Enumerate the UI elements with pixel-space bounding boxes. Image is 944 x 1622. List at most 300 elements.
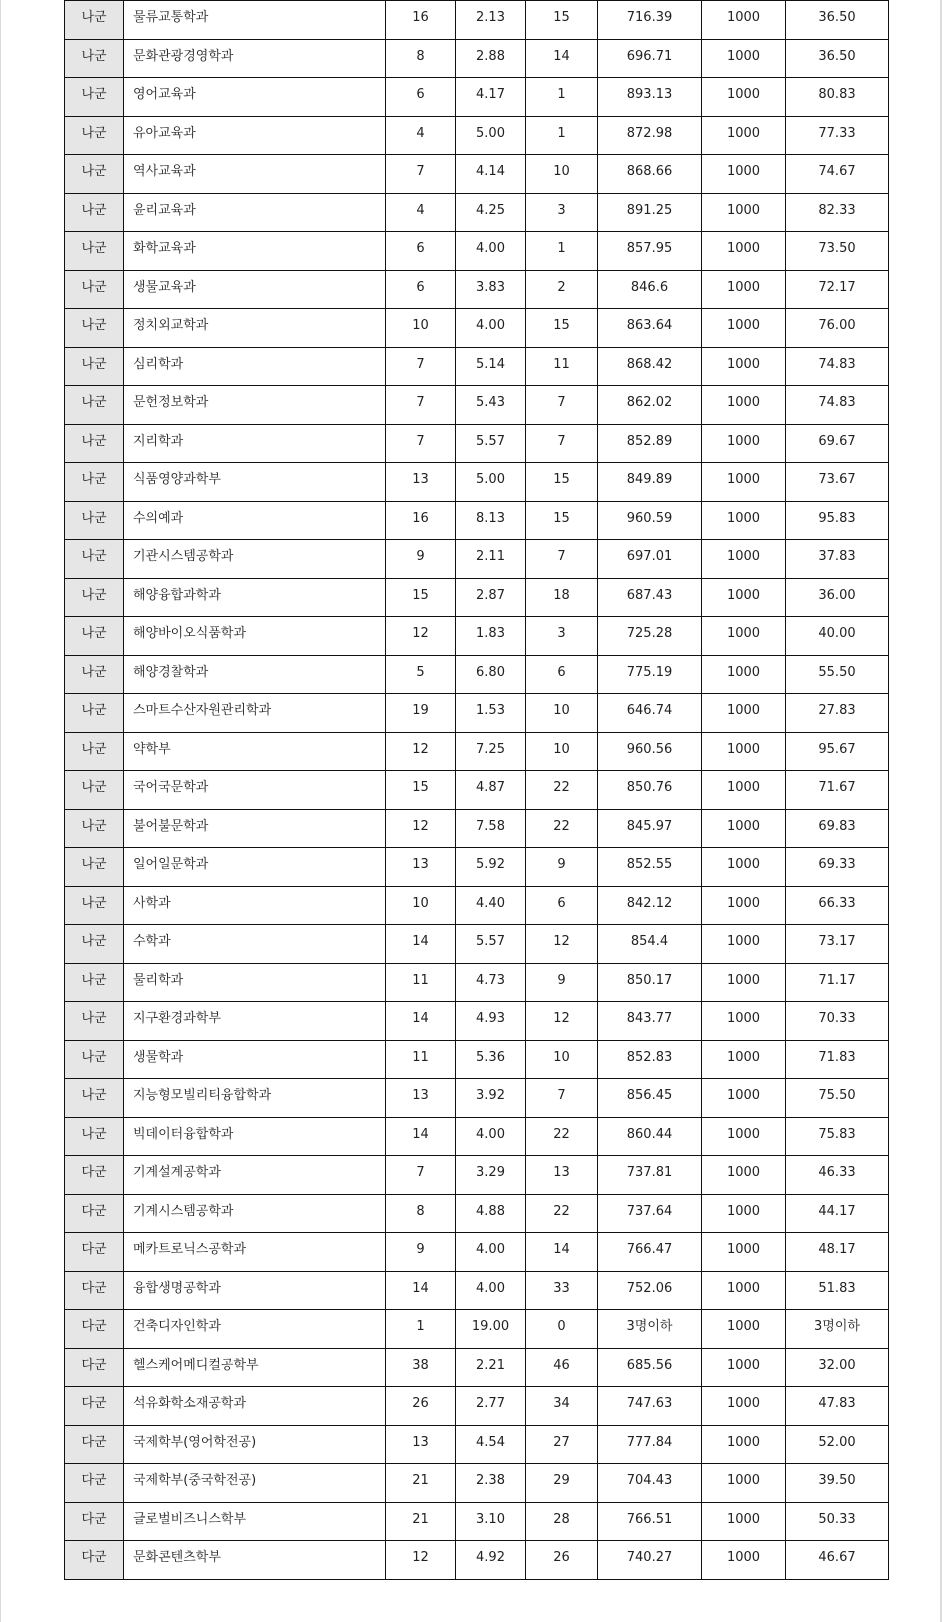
admission-group-cell: 나군: [65, 617, 124, 656]
quota-cell: 8: [386, 39, 456, 78]
department-cell: 해양바이오식품학과: [124, 617, 386, 656]
average-score-cell: 863.64: [598, 309, 702, 348]
percentile-cell: 3명이하: [786, 1310, 889, 1349]
waitlist-rank-cell: 9: [526, 963, 598, 1002]
waitlist-rank-cell: 14: [526, 1233, 598, 1272]
department-cell: 기계시스템공학과: [124, 1194, 386, 1233]
department-cell: 지구환경과학부: [124, 1002, 386, 1041]
waitlist-rank-cell: 10: [526, 155, 598, 194]
admission-group-cell: 다군: [65, 1541, 124, 1580]
department-cell: 물류교통학과: [124, 1, 386, 40]
table-row: [65, 1425, 889, 1464]
average-score-cell: 845.97: [598, 809, 702, 848]
admission-group-cell: 나군: [65, 886, 124, 925]
competition-rate-cell: 19.00: [456, 1310, 526, 1349]
total-score-cell: 1000: [702, 540, 786, 579]
total-score-cell: 1000: [702, 78, 786, 117]
total-score-cell: 1000: [702, 1117, 786, 1156]
department-cell: 생물교육과: [124, 270, 386, 309]
waitlist-rank-cell: 46: [526, 1348, 598, 1387]
table-body: [65, 1, 889, 1580]
percentile-cell: 36.50: [786, 1, 889, 40]
department-cell: 기관시스템공학과: [124, 540, 386, 579]
quota-cell: 6: [386, 232, 456, 271]
total-score-cell: 1000: [702, 694, 786, 733]
department-cell: 수의예과: [124, 501, 386, 540]
admission-group-cell: 나군: [65, 1, 124, 40]
competition-rate-cell: 6.80: [456, 655, 526, 694]
average-score-cell: 775.19: [598, 655, 702, 694]
total-score-cell: 1000: [702, 1194, 786, 1233]
total-score-cell: 1000: [702, 1002, 786, 1041]
waitlist-rank-cell: 27: [526, 1425, 598, 1464]
table-row: [65, 1040, 889, 1079]
total-score-cell: 1000: [702, 386, 786, 425]
waitlist-rank-cell: 1: [526, 116, 598, 155]
quota-cell: 6: [386, 78, 456, 117]
average-score-cell: 766.51: [598, 1502, 702, 1541]
admission-group-cell: 나군: [65, 193, 124, 232]
average-score-cell: 862.02: [598, 386, 702, 425]
waitlist-rank-cell: 15: [526, 1, 598, 40]
department-cell: 빅데이터융합학과: [124, 1117, 386, 1156]
waitlist-rank-cell: 22: [526, 1194, 598, 1233]
competition-rate-cell: 5.43: [456, 386, 526, 425]
average-score-cell: 752.06: [598, 1271, 702, 1310]
waitlist-rank-cell: 22: [526, 809, 598, 848]
average-score-cell: 740.27: [598, 1541, 702, 1580]
average-score-cell: 852.55: [598, 848, 702, 887]
competition-rate-cell: 4.00: [456, 1117, 526, 1156]
waitlist-rank-cell: 3: [526, 193, 598, 232]
department-cell: 해양융합과학과: [124, 578, 386, 617]
department-cell: 문화콘텐츠학부: [124, 1541, 386, 1580]
table-row: [65, 1156, 889, 1195]
department-cell: 정치외교학과: [124, 309, 386, 348]
admission-group-cell: 나군: [65, 694, 124, 733]
table-row: [65, 1310, 889, 1349]
table-row: [65, 1079, 889, 1118]
quota-cell: 9: [386, 540, 456, 579]
admission-group-cell: 나군: [65, 963, 124, 1002]
quota-cell: 12: [386, 1541, 456, 1580]
total-score-cell: 1000: [702, 963, 786, 1002]
admission-group-cell: 나군: [65, 1117, 124, 1156]
average-score-cell: 860.44: [598, 1117, 702, 1156]
table-row: [65, 1194, 889, 1233]
admission-group-cell: 나군: [65, 771, 124, 810]
department-cell: 식품영양과학부: [124, 463, 386, 502]
percentile-cell: 55.50: [786, 655, 889, 694]
table-row: [65, 694, 889, 733]
total-score-cell: 1000: [702, 309, 786, 348]
waitlist-rank-cell: 33: [526, 1271, 598, 1310]
quota-cell: 13: [386, 1079, 456, 1118]
average-score-cell: 872.98: [598, 116, 702, 155]
waitlist-rank-cell: 1: [526, 232, 598, 271]
waitlist-rank-cell: 7: [526, 540, 598, 579]
percentile-cell: 80.83: [786, 78, 889, 117]
table-row: [65, 617, 889, 656]
table-row: [65, 78, 889, 117]
percentile-cell: 75.83: [786, 1117, 889, 1156]
table-row: [65, 655, 889, 694]
percentile-cell: 36.00: [786, 578, 889, 617]
quota-cell: 7: [386, 347, 456, 386]
percentile-cell: 95.83: [786, 501, 889, 540]
admission-group-cell: 다군: [65, 1502, 124, 1541]
percentile-cell: 73.17: [786, 925, 889, 964]
department-cell: 불어불문학과: [124, 809, 386, 848]
competition-rate-cell: 3.29: [456, 1156, 526, 1195]
table-row: [65, 501, 889, 540]
total-score-cell: 1000: [702, 848, 786, 887]
quota-cell: 14: [386, 1271, 456, 1310]
department-cell: 국어국문학과: [124, 771, 386, 810]
average-score-cell: 687.43: [598, 578, 702, 617]
total-score-cell: 1000: [702, 886, 786, 925]
admission-group-cell: 나군: [65, 78, 124, 117]
admission-group-cell: 나군: [65, 309, 124, 348]
average-score-cell: 893.13: [598, 78, 702, 117]
admission-group-cell: 나군: [65, 386, 124, 425]
admission-group-cell: 다군: [65, 1271, 124, 1310]
total-score-cell: 1000: [702, 1464, 786, 1503]
table-row: [65, 771, 889, 810]
admission-group-cell: 나군: [65, 155, 124, 194]
department-cell: 국제학부(중국학전공): [124, 1464, 386, 1503]
average-score-cell: 868.66: [598, 155, 702, 194]
table-row: [65, 270, 889, 309]
average-score-cell: 857.95: [598, 232, 702, 271]
waitlist-rank-cell: 22: [526, 1117, 598, 1156]
quota-cell: 1: [386, 1310, 456, 1349]
quota-cell: 7: [386, 424, 456, 463]
table-row: [65, 309, 889, 348]
table-row: [65, 232, 889, 271]
quota-cell: 8: [386, 1194, 456, 1233]
average-score-cell: 704.43: [598, 1464, 702, 1503]
quota-cell: 16: [386, 1, 456, 40]
percentile-cell: 37.83: [786, 540, 889, 579]
total-score-cell: 1000: [702, 463, 786, 502]
department-cell: 사학과: [124, 886, 386, 925]
average-score-cell: 696.71: [598, 39, 702, 78]
quota-cell: 7: [386, 1156, 456, 1195]
waitlist-rank-cell: 6: [526, 886, 598, 925]
competition-rate-cell: 4.88: [456, 1194, 526, 1233]
percentile-cell: 47.83: [786, 1387, 889, 1426]
department-cell: 문화관광경영학과: [124, 39, 386, 78]
average-score-cell: 842.12: [598, 886, 702, 925]
admission-group-cell: 나군: [65, 925, 124, 964]
average-score-cell: 3명이하: [598, 1310, 702, 1349]
table-row: [65, 193, 889, 232]
department-cell: 화학교육과: [124, 232, 386, 271]
admission-group-cell: 나군: [65, 463, 124, 502]
competition-rate-cell: 4.00: [456, 1233, 526, 1272]
table-row: [65, 347, 889, 386]
admission-group-cell: 나군: [65, 232, 124, 271]
percentile-cell: 50.33: [786, 1502, 889, 1541]
waitlist-rank-cell: 0: [526, 1310, 598, 1349]
average-score-cell: 737.81: [598, 1156, 702, 1195]
average-score-cell: 850.76: [598, 771, 702, 810]
percentile-cell: 73.67: [786, 463, 889, 502]
total-score-cell: 1000: [702, 1425, 786, 1464]
percentile-cell: 48.17: [786, 1233, 889, 1272]
competition-rate-cell: 2.21: [456, 1348, 526, 1387]
competition-rate-cell: 5.00: [456, 116, 526, 155]
admission-group-cell: 다군: [65, 1387, 124, 1426]
table-row: [65, 39, 889, 78]
quota-cell: 15: [386, 771, 456, 810]
waitlist-rank-cell: 34: [526, 1387, 598, 1426]
competition-rate-cell: 3.92: [456, 1079, 526, 1118]
total-score-cell: 1000: [702, 771, 786, 810]
competition-rate-cell: 7.25: [456, 732, 526, 771]
waitlist-rank-cell: 10: [526, 732, 598, 771]
competition-rate-cell: 4.25: [456, 193, 526, 232]
department-cell: 약학부: [124, 732, 386, 771]
admission-group-cell: 다군: [65, 1348, 124, 1387]
admission-group-cell: 다군: [65, 1425, 124, 1464]
competition-rate-cell: 4.00: [456, 232, 526, 271]
percentile-cell: 71.17: [786, 963, 889, 1002]
competition-rate-cell: 1.53: [456, 694, 526, 733]
total-score-cell: 1000: [702, 347, 786, 386]
percentile-cell: 44.17: [786, 1194, 889, 1233]
average-score-cell: 685.56: [598, 1348, 702, 1387]
total-score-cell: 1000: [702, 1156, 786, 1195]
table-row: [65, 540, 889, 579]
waitlist-rank-cell: 9: [526, 848, 598, 887]
table-row: [65, 848, 889, 887]
waitlist-rank-cell: 26: [526, 1541, 598, 1580]
waitlist-rank-cell: 7: [526, 386, 598, 425]
table-row: [65, 963, 889, 1002]
quota-cell: 7: [386, 386, 456, 425]
competition-rate-cell: 4.87: [456, 771, 526, 810]
quota-cell: 26: [386, 1387, 456, 1426]
waitlist-rank-cell: 10: [526, 694, 598, 733]
table-row: [65, 732, 889, 771]
quota-cell: 4: [386, 116, 456, 155]
department-cell: 문헌정보학과: [124, 386, 386, 425]
department-cell: 윤리교육과: [124, 193, 386, 232]
department-cell: 해양경찰학과: [124, 655, 386, 694]
table-row: [65, 886, 889, 925]
admission-group-cell: 나군: [65, 116, 124, 155]
quota-cell: 11: [386, 1040, 456, 1079]
table-row: [65, 1, 889, 40]
table-row: [65, 1464, 889, 1503]
department-cell: 지능형모빌리티융합학과: [124, 1079, 386, 1118]
waitlist-rank-cell: 15: [526, 463, 598, 502]
percentile-cell: 66.33: [786, 886, 889, 925]
department-cell: 일어일문학과: [124, 848, 386, 887]
percentile-cell: 72.17: [786, 270, 889, 309]
quota-cell: 13: [386, 1425, 456, 1464]
percentile-cell: 82.33: [786, 193, 889, 232]
percentile-cell: 46.67: [786, 1541, 889, 1580]
waitlist-rank-cell: 22: [526, 771, 598, 810]
total-score-cell: 1000: [702, 655, 786, 694]
competition-rate-cell: 4.00: [456, 1271, 526, 1310]
waitlist-rank-cell: 10: [526, 1040, 598, 1079]
quota-cell: 14: [386, 1117, 456, 1156]
percentile-cell: 51.83: [786, 1271, 889, 1310]
percentile-cell: 69.33: [786, 848, 889, 887]
competition-rate-cell: 8.13: [456, 501, 526, 540]
percentile-cell: 77.33: [786, 116, 889, 155]
table-row: [65, 1541, 889, 1580]
admission-group-cell: 나군: [65, 655, 124, 694]
admission-group-cell: 나군: [65, 732, 124, 771]
admission-group-cell: 나군: [65, 424, 124, 463]
table-row: [65, 1117, 889, 1156]
total-score-cell: 1000: [702, 155, 786, 194]
admission-group-cell: 나군: [65, 1002, 124, 1041]
average-score-cell: 849.89: [598, 463, 702, 502]
department-cell: 물리학과: [124, 963, 386, 1002]
waitlist-rank-cell: 7: [526, 424, 598, 463]
admissions-results-table: [64, 0, 889, 1580]
competition-rate-cell: 4.92: [456, 1541, 526, 1580]
table-row: [65, 155, 889, 194]
total-score-cell: 1000: [702, 925, 786, 964]
quota-cell: 12: [386, 732, 456, 771]
department-cell: 생물학과: [124, 1040, 386, 1079]
competition-rate-cell: 2.88: [456, 39, 526, 78]
table-row: [65, 386, 889, 425]
total-score-cell: 1000: [702, 116, 786, 155]
table-row: [65, 116, 889, 155]
total-score-cell: 1000: [702, 270, 786, 309]
quota-cell: 16: [386, 501, 456, 540]
quota-cell: 19: [386, 694, 456, 733]
admission-group-cell: 다군: [65, 1310, 124, 1349]
waitlist-rank-cell: 2: [526, 270, 598, 309]
competition-rate-cell: 2.13: [456, 1, 526, 40]
total-score-cell: 1000: [702, 232, 786, 271]
percentile-cell: 74.83: [786, 386, 889, 425]
percentile-cell: 46.33: [786, 1156, 889, 1195]
table-row: [65, 578, 889, 617]
percentile-cell: 73.50: [786, 232, 889, 271]
admission-group-cell: 나군: [65, 1040, 124, 1079]
waitlist-rank-cell: 29: [526, 1464, 598, 1503]
competition-rate-cell: 4.00: [456, 309, 526, 348]
waitlist-rank-cell: 18: [526, 578, 598, 617]
competition-rate-cell: 3.10: [456, 1502, 526, 1541]
table-row: [65, 463, 889, 502]
percentile-cell: 71.67: [786, 771, 889, 810]
quota-cell: 21: [386, 1502, 456, 1541]
average-score-cell: 852.89: [598, 424, 702, 463]
admission-group-cell: 나군: [65, 578, 124, 617]
percentile-cell: 69.83: [786, 809, 889, 848]
department-cell: 건축디자인학과: [124, 1310, 386, 1349]
department-cell: 역사교육과: [124, 155, 386, 194]
quota-cell: 12: [386, 617, 456, 656]
competition-rate-cell: 5.36: [456, 1040, 526, 1079]
competition-rate-cell: 4.17: [456, 78, 526, 117]
quota-cell: 14: [386, 1002, 456, 1041]
total-score-cell: 1000: [702, 1271, 786, 1310]
department-cell: 메카트로닉스공학과: [124, 1233, 386, 1272]
percentile-cell: 74.83: [786, 347, 889, 386]
average-score-cell: 766.47: [598, 1233, 702, 1272]
quota-cell: 4: [386, 193, 456, 232]
competition-rate-cell: 7.58: [456, 809, 526, 848]
waitlist-rank-cell: 15: [526, 309, 598, 348]
total-score-cell: 1000: [702, 1387, 786, 1426]
table-row: [65, 809, 889, 848]
total-score-cell: 1000: [702, 1040, 786, 1079]
percentile-cell: 69.67: [786, 424, 889, 463]
total-score-cell: 1000: [702, 424, 786, 463]
department-cell: 심리학과: [124, 347, 386, 386]
total-score-cell: 1000: [702, 1348, 786, 1387]
waitlist-rank-cell: 3: [526, 617, 598, 656]
average-score-cell: 646.74: [598, 694, 702, 733]
total-score-cell: 1000: [702, 39, 786, 78]
total-score-cell: 1000: [702, 578, 786, 617]
average-score-cell: 854.4: [598, 925, 702, 964]
average-score-cell: 850.17: [598, 963, 702, 1002]
competition-rate-cell: 4.73: [456, 963, 526, 1002]
admission-group-cell: 나군: [65, 809, 124, 848]
admission-group-cell: 나군: [65, 501, 124, 540]
competition-rate-cell: 5.57: [456, 424, 526, 463]
total-score-cell: 1000: [702, 732, 786, 771]
total-score-cell: 1000: [702, 1310, 786, 1349]
total-score-cell: 1000: [702, 1079, 786, 1118]
department-cell: 수학과: [124, 925, 386, 964]
table-row: [65, 925, 889, 964]
percentile-cell: 52.00: [786, 1425, 889, 1464]
waitlist-rank-cell: 7: [526, 1079, 598, 1118]
department-cell: 기계설계공학과: [124, 1156, 386, 1195]
waitlist-rank-cell: 1: [526, 78, 598, 117]
average-score-cell: 868.42: [598, 347, 702, 386]
average-score-cell: 725.28: [598, 617, 702, 656]
percentile-cell: 71.83: [786, 1040, 889, 1079]
average-score-cell: 960.59: [598, 501, 702, 540]
admission-group-cell: 나군: [65, 347, 124, 386]
percentile-cell: 40.00: [786, 617, 889, 656]
total-score-cell: 1000: [702, 1541, 786, 1580]
competition-rate-cell: 4.14: [456, 155, 526, 194]
waitlist-rank-cell: 14: [526, 39, 598, 78]
average-score-cell: 716.39: [598, 1, 702, 40]
percentile-cell: 76.00: [786, 309, 889, 348]
average-score-cell: 777.84: [598, 1425, 702, 1464]
department-cell: 유아교육과: [124, 116, 386, 155]
quota-cell: 15: [386, 578, 456, 617]
average-score-cell: 747.63: [598, 1387, 702, 1426]
waitlist-rank-cell: 28: [526, 1502, 598, 1541]
waitlist-rank-cell: 15: [526, 501, 598, 540]
table-row: [65, 1233, 889, 1272]
waitlist-rank-cell: 11: [526, 347, 598, 386]
average-score-cell: 856.45: [598, 1079, 702, 1118]
average-score-cell: 852.83: [598, 1040, 702, 1079]
table-row: [65, 1271, 889, 1310]
percentile-cell: 75.50: [786, 1079, 889, 1118]
admission-group-cell: 나군: [65, 39, 124, 78]
